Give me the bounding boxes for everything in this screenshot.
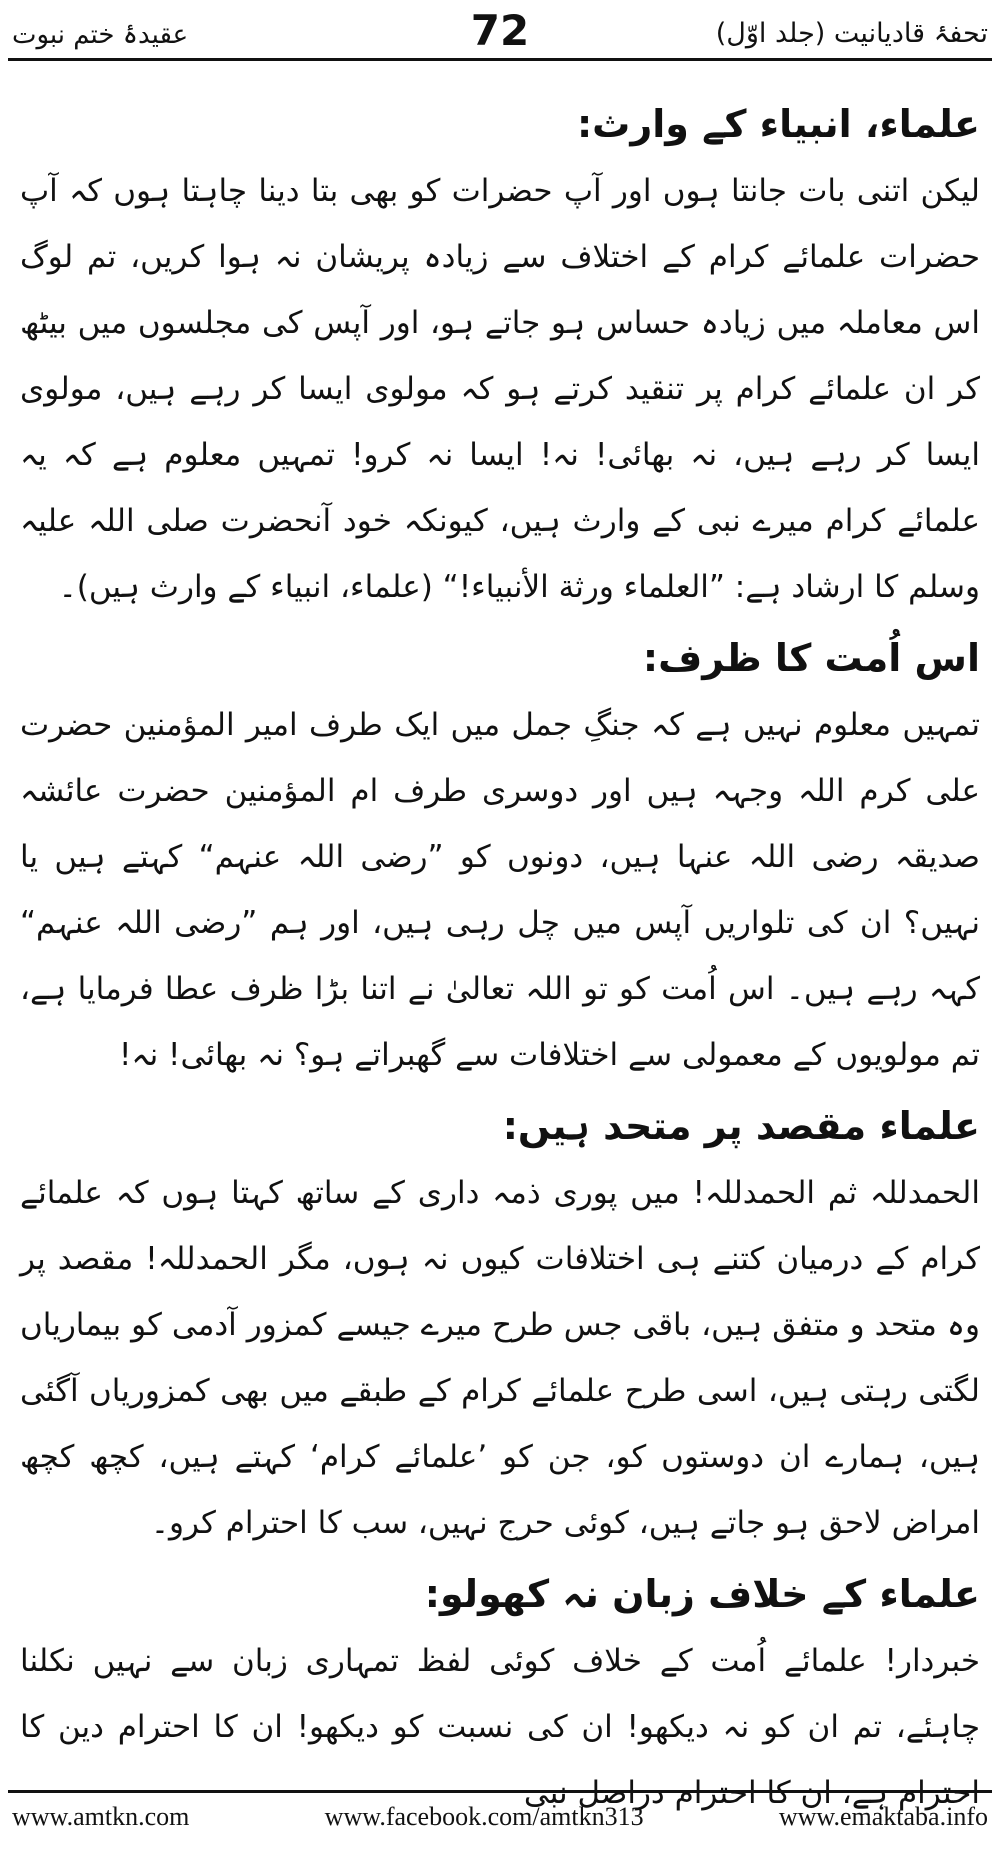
running-title-left: عقیدۂ ختم نبوت [12,20,189,50]
section-heading: علماء، انبیاء کے وارث: [576,102,980,146]
footer-rule [8,1790,992,1793]
section-paragraph: الحمدللہ ثم الحمدللہ! میں پوری ذمہ داری کے ساتھ کہتا ہوں کہ علمائے کرام کے درمیان کتنے ہی اختلافات کیوں نہ ہوں، مگر الحمدللہ! مقصد پر وہ متحد و متفق ہیں، باقی جس طرح میرے جیسے کمزور آدمی کو بیماریاں لگتی رہتی ہیں، اسی طرح علمائے کرام کے طبقے میں بھی کمزوریاں آگئی ہیں، ہمارے ان دوستوں کو، جن کو ’علمائے کرام‘ کہتے ہیں، کچھ کچھ امراض لاحق ہو جاتے ہیں، کوئی حرج نہیں، سب کا احترام کرو۔ [20,1175,980,1541]
footer-link-website[interactable]: www.amtkn.com [12,1802,190,1831]
section-heading: علماء کے خلاف زبان نہ کھولو: [424,1572,980,1616]
section-paragraph: تمہیں معلوم نہیں ہے کہ جنگِ جمل میں ایک طرف امیر المؤمنین حضرت علی کرم اللہ وجہہ ہیں اور دوسری طرف ام المؤمنین حضرت عائشہ صدیقہ رضی اللہ عنہا ہیں، دونوں کو ”رضی اللہ عنہم“ کہتے ہیں یا نہیں؟ ان کی تلواریں آپس میں چل رہی ہیں، اور ہم ”رضی اللہ عنہم“ کہہ رہے ہیں۔ اس اُمت کو تو اللہ تعالیٰ نے اتنا بڑا ظرف عطا فرمایا ہے، تم مولویوں کے معمولی سے اختلافات سے گھبراتے ہو؟ نہ بھائی! نہ! [20,707,980,1073]
footer-links [12,1802,988,1832]
page-header [0,0,1000,62]
section-heading: اس اُمت کا ظرف: [642,636,980,680]
section-paragraph: لیکن اتنی بات جانتا ہوں اور آپ حضرات کو بھی بتا دینا چاہتا ہوں کہ آپ حضرات علمائے کرام کے اختلاف سے زیادہ پریشان نہ ہوا کریں، تم لوگ اس معاملہ میں زیادہ حساس ہو جاتے ہو، اور آپس کی مجلسوں میں بیٹھ کر ان علمائے کرام پر تنقید کرتے ہو کہ مولوی ایسا کر رہے ہیں، مولوی ایسا کر رہے ہیں، نہ بھائی! نہ! ایسا نہ کرو! تمہیں معلوم ہے کہ یہ علمائے کرام میرے نبی کے وارث ہیں، کیونکہ خود آنحضرت صلی اللہ علیہ وسلم کا ارشاد ہے: ”العلماء ورثة الأنبياء!“ (علماء، انبیاء کے وارث ہیں)۔ [20,173,980,605]
footer-link-facebook[interactable]: www.facebook.com/amtkn313 [324,1802,644,1831]
section-heading: علماء مقصد پر متحد ہیں: [502,1104,980,1148]
page-body [20,86,980,1830]
footer-link-maktaba[interactable]: www.emaktaba.info [778,1802,988,1831]
header-rule [8,58,992,61]
page-number: 72 [470,6,530,55]
running-title-right: تحفۂ قادیانیت (جلد اوّل) [715,18,988,49]
page-footer [0,1790,1000,1850]
section-paragraph: خبردار! علمائے اُمت کے خلاف کوئی لفظ تمہاری زبان سے نہیں نکلنا چاہئے، تم ان کو نہ دیکھو! ان کی نسبت کو دیکھو! ان کا احترام دین کا احترام ہے، ان کا احترام دراصل نبی [20,1643,980,1811]
